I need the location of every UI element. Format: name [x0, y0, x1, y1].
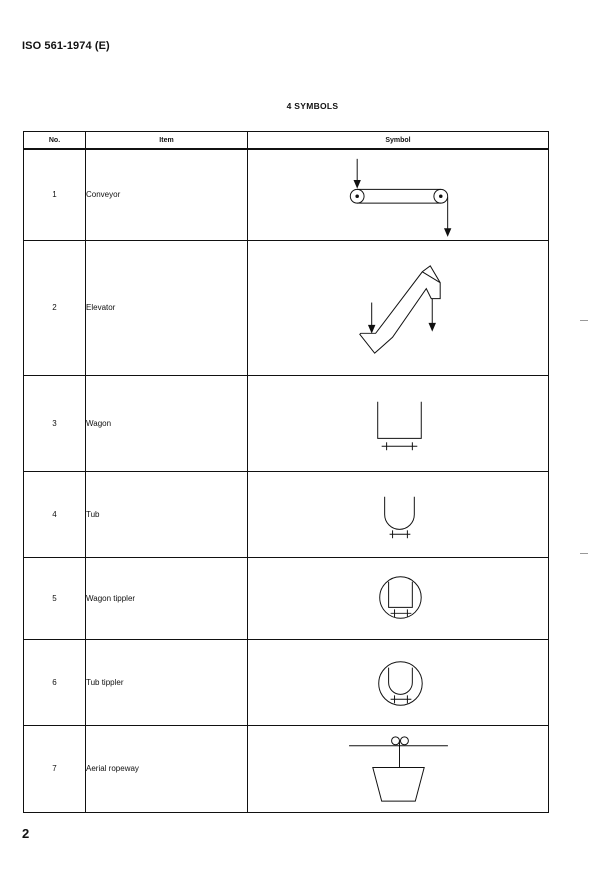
column-header-item: Item	[86, 132, 248, 150]
wagon-symbol-icon	[248, 376, 548, 471]
row-number: 2	[24, 240, 86, 375]
tub-tippler-symbol-icon	[248, 640, 548, 725]
row-item: Wagon	[86, 375, 248, 471]
table-row	[24, 557, 549, 639]
row-item: Wagon tippler	[86, 557, 248, 639]
row-symbol	[248, 725, 549, 812]
column-header-symbol: Symbol	[248, 132, 549, 150]
row-item: Tub	[86, 471, 248, 557]
aerial-ropeway-symbol-icon	[248, 726, 548, 812]
table-row	[24, 240, 549, 375]
row-item: Aerial ropeway	[86, 725, 248, 812]
conveyor-symbol-icon	[248, 150, 548, 240]
row-symbol	[248, 639, 549, 725]
row-number: 7	[24, 725, 86, 812]
row-symbol	[248, 375, 549, 471]
row-symbol	[248, 471, 549, 557]
row-symbol	[248, 149, 549, 240]
row-number: 5	[24, 557, 86, 639]
elevator-symbol-icon	[248, 241, 548, 375]
wagon-tippler-symbol-icon	[248, 558, 548, 639]
table-row	[24, 725, 549, 812]
margin-tick	[580, 320, 588, 321]
table-row	[24, 375, 549, 471]
row-number: 6	[24, 639, 86, 725]
symbols-table	[23, 131, 549, 813]
row-item: Tub tippler	[86, 639, 248, 725]
document-id: ISO 561-1974 (E)	[22, 40, 110, 52]
row-symbol	[248, 557, 549, 639]
page-number: 2	[22, 826, 30, 841]
row-item: Conveyor	[86, 149, 248, 240]
column-header-no: No.	[24, 132, 86, 150]
row-symbol	[248, 240, 549, 375]
table-header-row	[24, 132, 549, 150]
table-row	[24, 471, 549, 557]
table-row	[24, 149, 549, 240]
row-number: 4	[24, 471, 86, 557]
section-title: 4 SYMBOLS	[286, 101, 339, 111]
row-number: 3	[24, 375, 86, 471]
row-number: 1	[24, 149, 86, 240]
table-row	[24, 639, 549, 725]
row-item: Elevator	[86, 240, 248, 375]
margin-tick	[580, 553, 588, 554]
tub-symbol-icon	[248, 472, 548, 557]
